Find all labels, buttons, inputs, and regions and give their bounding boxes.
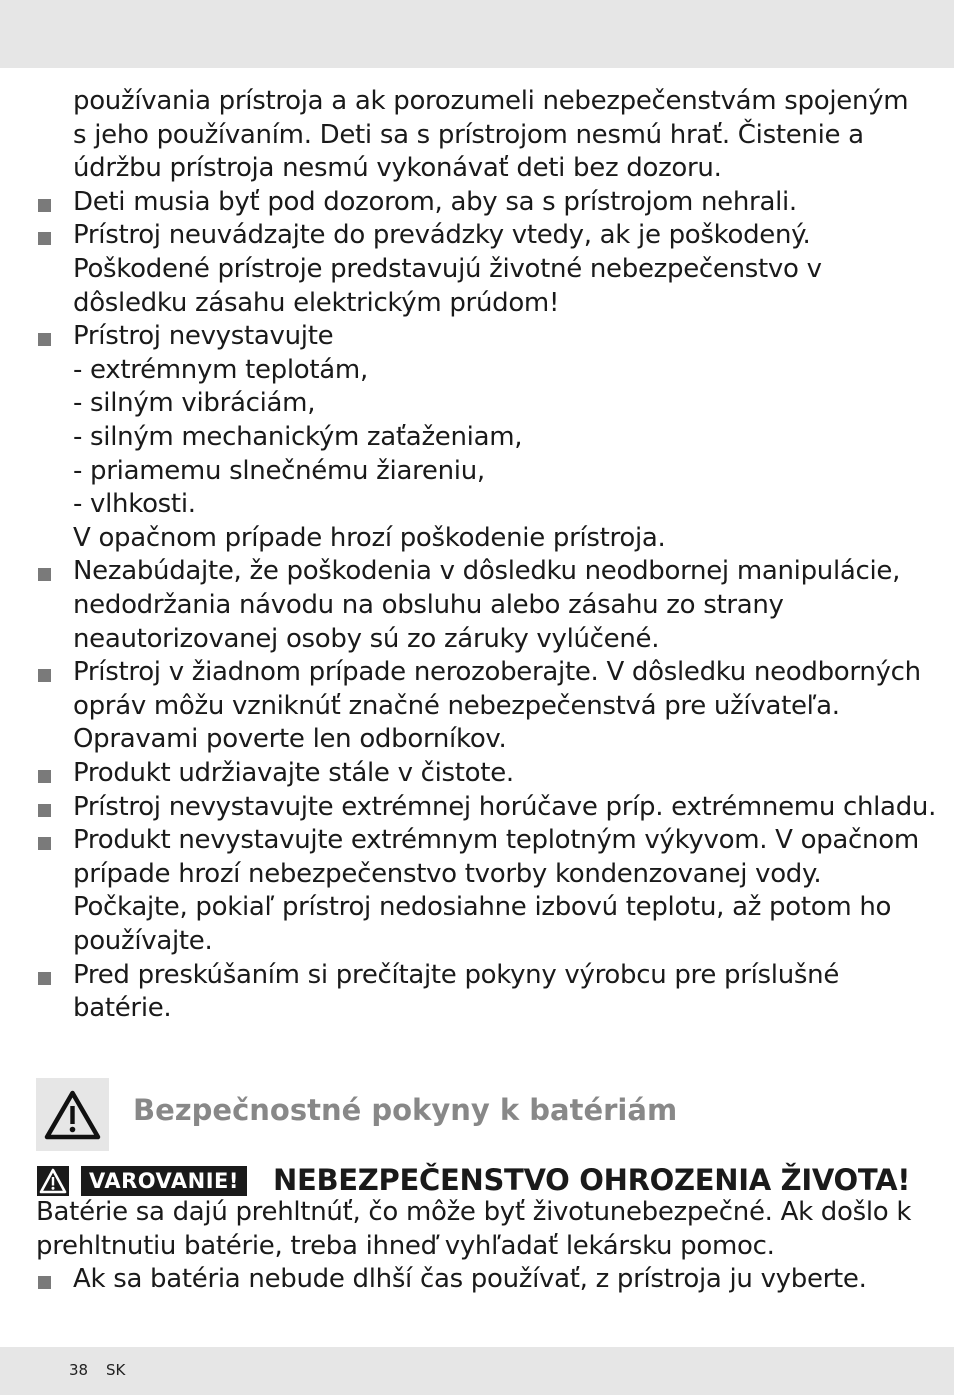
header-band: [0, 0, 954, 68]
warning-label: VAROVANIE!: [81, 1166, 247, 1196]
bullet-item-text: Nezabúdajte, že poškodenia v dôsledku neodbornej manipulácie,: [73, 556, 901, 587]
bullet-item-text: Produkt nevystavujte extrémnym teplotným výkyvom. V opačnom: [73, 825, 919, 856]
bullet-item-text: Prístroj v žiadnom prípade nerozoberajte. V dôsledku neodborných: [73, 657, 921, 688]
bullet-square-icon: [38, 804, 51, 817]
bullet-item-continuation: - priamemu slnečnému žiareniu,: [73, 455, 485, 486]
section-icon-box: [36, 1078, 109, 1151]
intro-line: údržbu prístroja nesmú vykonávať deti bez dozoru.: [73, 153, 722, 184]
warning-triangle-icon: [37, 1166, 69, 1196]
section-title: Bezpečnostné pokyny k batériám: [133, 1093, 678, 1127]
bullet-square-icon: [38, 770, 51, 783]
bullet-item-text: Prístroj neuvádzajte do prevádzky vtedy, ak je poškodený.: [73, 220, 811, 251]
bullet-item-continuation: nedodržania návodu na obsluhu alebo zásahu zo strany: [73, 590, 784, 620]
warning-heading: NEBEZPEČENSTVO OHROZENIA ŽIVOTA!: [273, 1163, 911, 1197]
bullet-square-icon: [38, 199, 51, 212]
bullet-square-icon: [38, 1276, 51, 1289]
bullet-item-continuation: - silným vibráciám,: [73, 388, 316, 419]
bullet-square-icon: [38, 333, 51, 346]
bullet-square-icon: [38, 837, 51, 850]
bullet-item-continuation: - extrémnym teplotám,: [73, 354, 368, 385]
bullet-square-icon: [38, 669, 51, 682]
bullet-item-continuation: V opačnom prípade hrozí poškodenie prístroja.: [73, 522, 666, 553]
intro-line: s jeho používaním. Deti sa s prístrojom nesmú hrať. Čistenie a: [73, 119, 864, 150]
warning-bullet-text: Ak sa batéria nebude dlhší čas používať, z prístroja ju vyberte.: [73, 1264, 867, 1295]
bullet-item-continuation: neautorizovanej osoby sú zo záruky vylúčené.: [73, 623, 660, 654]
warning-triangle-icon: [36, 1078, 109, 1151]
intro-line: používania prístroja a ak porozumeli nebezpečenstvám spojeným: [73, 86, 909, 116]
bullet-item-continuation: - vlhkosti.: [73, 489, 196, 520]
bullet-item-continuation: batérie.: [73, 993, 172, 1024]
bullet-item-continuation: Poškodené prístroje predstavujú životné nebezpečenstvo v: [73, 254, 822, 284]
footer-band: [0, 1347, 954, 1395]
bullet-square-icon: [38, 972, 51, 985]
warning-body-line: prehltnutiu batérie, treba ihneď vyhľadať lekársku pomoc.: [36, 1230, 775, 1261]
bullet-item-continuation: - silným mechanickým zaťaženiam,: [73, 422, 523, 452]
bullet-square-icon: [38, 568, 51, 581]
bullet-item-text: Pred preskúšaním si prečítajte pokyny výrobcu pre príslušné: [73, 959, 840, 990]
bullet-item-continuation: prípade hrozí nebezpečenstvo tvorby kondenzovanej vody.: [73, 858, 822, 889]
bullet-square-icon: [38, 232, 51, 245]
bullet-item-text: Produkt udržiavajte stále v čistote.: [73, 758, 514, 788]
bullet-item-continuation: opráv môžu vzniknúť značné nebezpečenstvá pre užívateľa.: [73, 690, 840, 721]
page-number: 38: [69, 1361, 89, 1379]
bullet-item-continuation: Opravami poverte len odborníkov.: [73, 724, 507, 755]
warning-body-line: Batérie sa dajú prehltnúť, čo môže byť životunebezpečné. Ak došlo k: [36, 1197, 912, 1227]
language-code: SK: [106, 1361, 126, 1379]
bullet-item-continuation: Počkajte, pokiaľ prístroj nedosiahne izbovú teplotu, až potom ho: [73, 892, 892, 923]
bullet-item-text: Prístroj nevystavujte extrémnej horúčave príp. extrémnemu chladu.: [73, 791, 937, 822]
bullet-item-continuation: používajte.: [73, 926, 213, 956]
bullet-item-text: Prístroj nevystavujte: [73, 321, 334, 352]
bullet-item-continuation: dôsledku zásahu elektrickým prúdom!: [73, 287, 560, 318]
bullet-item-text: Deti musia byť pod dozorom, aby sa s prístrojom nehrali.: [73, 186, 797, 217]
